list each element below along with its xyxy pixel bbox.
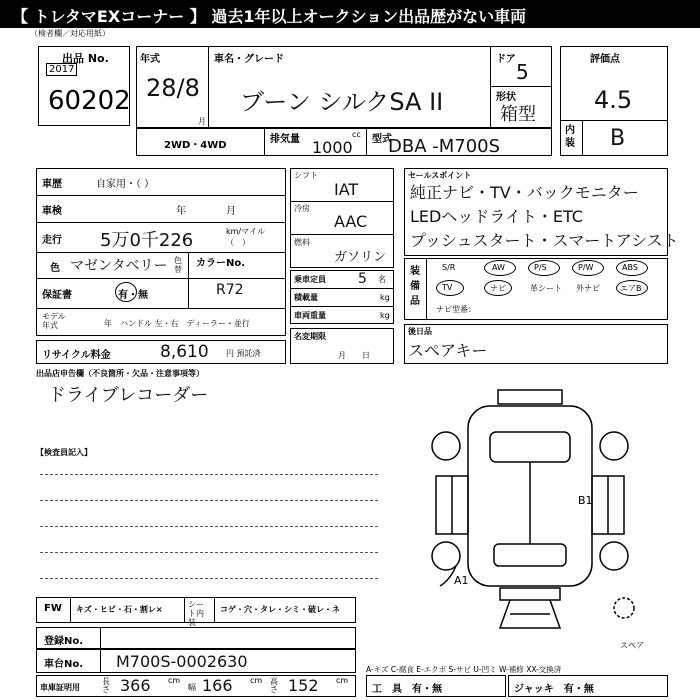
- wheel-fl-icon: [432, 432, 460, 460]
- car-rear-bumper: [500, 588, 560, 600]
- remarks-label: 出品店申告欄（不良箇所・欠品・注意事項等）: [36, 369, 204, 378]
- history-label: 車歴: [42, 179, 62, 190]
- height-label: 高さ: [270, 677, 278, 694]
- inspection-label: 車検: [42, 206, 62, 217]
- color-value: マゼンタベリー: [70, 258, 168, 274]
- equip-airbag: エアB: [620, 284, 642, 293]
- fw-text: キズ・ヒビ・石・割レ×: [76, 605, 163, 614]
- capacity-unit: 名: [378, 275, 386, 284]
- afterparts-label: 後日品: [408, 327, 432, 336]
- width-cm: cm: [250, 676, 263, 685]
- aircon-label: 冷房: [294, 204, 310, 213]
- reg-label: 登録No.: [44, 636, 84, 647]
- recycle-label: リサイクル料金: [42, 350, 111, 361]
- chassis-value: M700S-0002630: [116, 652, 248, 671]
- interior-value: B: [610, 126, 626, 151]
- model-year-value: 年 ハンドル 左・右 ディーラー・並行: [104, 319, 250, 328]
- car-windshield: [490, 432, 570, 462]
- sales-line-1: 純正ナビ・TV・バックモニター: [410, 183, 639, 202]
- mileage-unit: km/マイル（ ）: [226, 227, 265, 247]
- model-year-label: モデル年式: [42, 312, 66, 330]
- capacity-label: 乗車定員: [294, 275, 326, 284]
- reg-row: [36, 627, 356, 649]
- aircon-value: AAC: [334, 212, 368, 231]
- length-value: 366: [120, 676, 151, 695]
- displacement-unit: cc: [352, 130, 361, 139]
- sales-line-3: プッシュスタート・スマートアシスト: [410, 231, 679, 250]
- score-value: 4.5: [594, 86, 633, 114]
- recycle-unit: 円 預託済: [226, 349, 261, 358]
- equip-sr: S/R: [442, 263, 456, 272]
- form-note: （検者欄／対応用紙）: [30, 29, 110, 38]
- mark-a1: A1: [454, 574, 469, 587]
- door-label: ドア: [496, 54, 516, 65]
- warranty-circle: [115, 282, 137, 302]
- spare-tire-icon: [614, 598, 634, 618]
- circle-ps: [528, 260, 560, 276]
- wheel-rr-icon: [600, 542, 628, 570]
- name-value: ブーン シルクSA II: [240, 88, 444, 116]
- inspector-label: 【検査員記入】: [36, 448, 92, 457]
- lot-number: 60202: [48, 86, 131, 116]
- equip-abs: ABS: [622, 263, 638, 272]
- interior-label: 内装: [565, 125, 575, 149]
- load-unit: kg: [380, 293, 390, 302]
- shift-label: シフト: [294, 171, 318, 180]
- fuel-value: ガソリン: [334, 250, 387, 265]
- nenshiki-value: 28/8: [146, 74, 200, 102]
- banner-text: 【 トレタマEXコーナー 】 過去1年以上オークション出品歴がない車両: [12, 7, 527, 26]
- equip-leather: 革シート: [530, 284, 562, 293]
- banner: [0, 0, 700, 28]
- afterparts-value: スペアキー: [408, 341, 488, 360]
- fw-label: FW: [44, 603, 62, 614]
- sales-line-2: LEDヘッドライト・ETC: [410, 207, 583, 226]
- wheel-rl-icon: [432, 542, 460, 570]
- cert-label: 車庫証明用: [40, 683, 80, 692]
- equip-aw: AW: [492, 263, 505, 272]
- weight-unit: kg: [380, 311, 390, 320]
- mileage-label: 走行: [42, 235, 62, 246]
- equip-ps: P/S: [534, 263, 547, 272]
- seat-label: シート内装: [188, 600, 204, 627]
- year-mark: 2017: [46, 63, 77, 76]
- capacity-value: 5: [358, 271, 367, 287]
- shift-value: IAT: [334, 180, 359, 199]
- length-cm: cm: [168, 676, 181, 685]
- fuel-label: 燃料: [294, 238, 310, 247]
- drive-label: 2WD・4WD: [164, 140, 227, 151]
- score-label: 評価点: [590, 54, 620, 65]
- nameexp-value: 月 日: [338, 351, 370, 360]
- inspection-value: 年 月: [176, 206, 236, 217]
- mileage-value: 5万0千226: [100, 230, 194, 251]
- colorno-label: カラーNo.: [196, 258, 246, 269]
- spare-label: スペア: [620, 641, 644, 650]
- remarks-value: ドライブレコーダー: [48, 385, 209, 406]
- lot-label: 出品 No.: [62, 52, 109, 65]
- displacement-value: 1000: [312, 138, 353, 157]
- navi-model-label: ナビ型番：: [436, 305, 476, 314]
- nameexp-label: 名変期限: [294, 332, 326, 341]
- displacement-label: 排気量: [270, 134, 300, 145]
- warranty-label: 保証書: [42, 290, 72, 301]
- car-rear-window: [494, 544, 566, 566]
- length-label: 長さ: [102, 677, 110, 694]
- circle-pw: [572, 260, 604, 276]
- name-label: 車名・グレード: [214, 54, 284, 65]
- circle-abs: [616, 260, 648, 276]
- warranty-value: 有・無: [118, 290, 148, 301]
- equip-navi: ナビ: [490, 284, 506, 293]
- equip-extnavi: 外ナビ: [576, 284, 600, 293]
- height-cm: cm: [336, 676, 349, 685]
- load-label: 積載量: [294, 293, 318, 302]
- damage-legend: A-キズ C-腐食 E-エクボ S-サビ U-凹ミ W-補修 XX-交換済: [366, 665, 562, 674]
- mark-b1: B1: [578, 494, 593, 507]
- car-diagram: [410, 380, 670, 640]
- circle-airbag: [616, 280, 648, 296]
- door-value: 5: [516, 60, 529, 84]
- nenshiki-label: 年式: [140, 54, 160, 65]
- jack-label: ジャッキ 有・無: [514, 684, 594, 695]
- height-value: 152: [288, 676, 319, 695]
- wheel-fr-icon: [600, 432, 628, 460]
- circle-tv: [436, 280, 464, 296]
- model-value: DBA -M700S: [388, 136, 501, 157]
- history-value: 自家用・（ ）: [96, 179, 155, 190]
- shape-value: 箱型: [500, 104, 536, 125]
- model-label: 型式: [372, 134, 392, 145]
- color-label: 色: [50, 263, 60, 274]
- weight-label: 車両重量: [294, 311, 326, 320]
- colorno-value: R72: [216, 282, 244, 298]
- seat-text: コゲ・穴・タレ・シミ・破レ・ネ: [220, 605, 340, 614]
- circle-aw: [484, 260, 516, 276]
- equip-pw: P/W: [578, 263, 594, 272]
- equipment-label: 装備品: [410, 266, 420, 307]
- shape-label: 形状: [496, 92, 516, 103]
- color-change: 色替: [174, 256, 182, 274]
- month-mark: 月: [198, 117, 206, 126]
- recycle-value: 8,610: [160, 342, 209, 362]
- equip-tv: TV: [442, 283, 453, 292]
- width-value: 166: [202, 676, 233, 695]
- sales-label: セールスポイント: [408, 171, 472, 180]
- chassis-label: 車台No.: [44, 659, 84, 670]
- tools-label: 工 具 有・無: [372, 684, 442, 695]
- circle-navi: [484, 280, 512, 296]
- width-label: 幅: [188, 683, 196, 692]
- car-front-bumper: [498, 390, 562, 404]
